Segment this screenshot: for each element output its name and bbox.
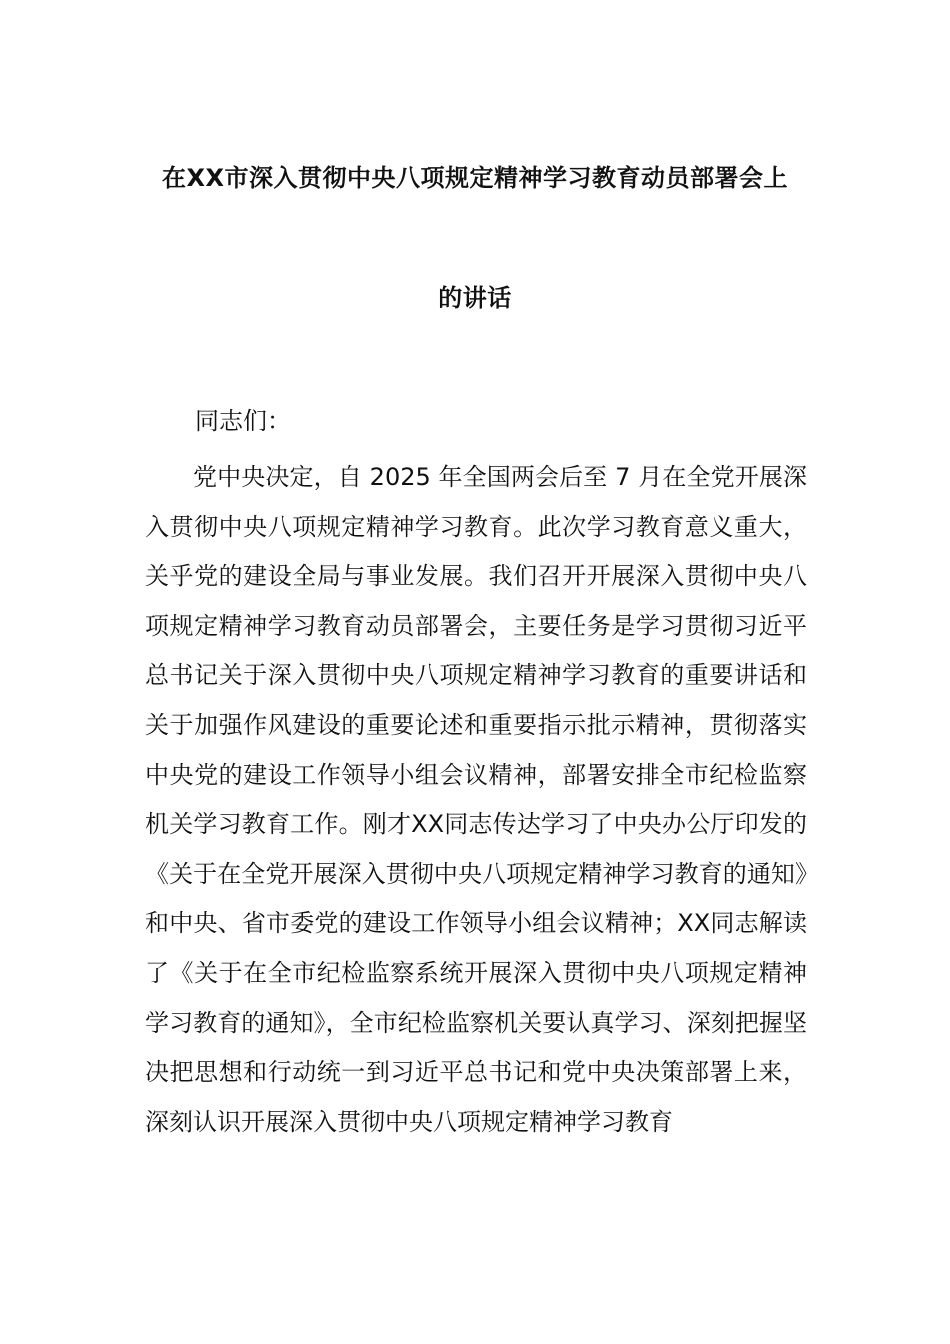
document-title-line-1: 在XX市深入贯彻中央八项规定精神学习教育动员部署会上 — [161, 164, 788, 192]
salutation: 同志们： — [195, 407, 291, 435]
body-paragraph: 党中央决定，自 2025 年全国两会后至 7 月在全党开展深入贯彻中央八项规定精神学习教育。此次学习教育意义重大，关乎党的建设全局与事业发展。我们召开开展深入贯彻中央八项规定精神学习教育动员部署会，主要任务是学习贯彻习近平总书记关于深入贯彻中央八项规定精神学习教育的重要讲话和关于加强作风建设的重要论述和重要指示批示精神，贯彻落实中央党的建设工作领导小组会议精神，部署安排全市纪检监察机关学习教育工作。刚才XX同志传达学习了中央办公厅印发的《关于在全党开展深入贯彻中央八项规定精神学习教育的通知》和中央、省市委党的建设工作领导小组会议精神；XX同志解读了《关于在全市纪检监察系统开展深入贯彻中央八项规定精神学习教育的通知》，全市纪检监察机关要认真学习、深刻把握坚决把思想和行动统一到习近平总书记和党中央决策部署上来，深刻认识开展深入贯彻中央八项规定精神学习教育 — [145, 463, 807, 1136]
document-title-line-2: 的讲话 — [438, 284, 512, 312]
